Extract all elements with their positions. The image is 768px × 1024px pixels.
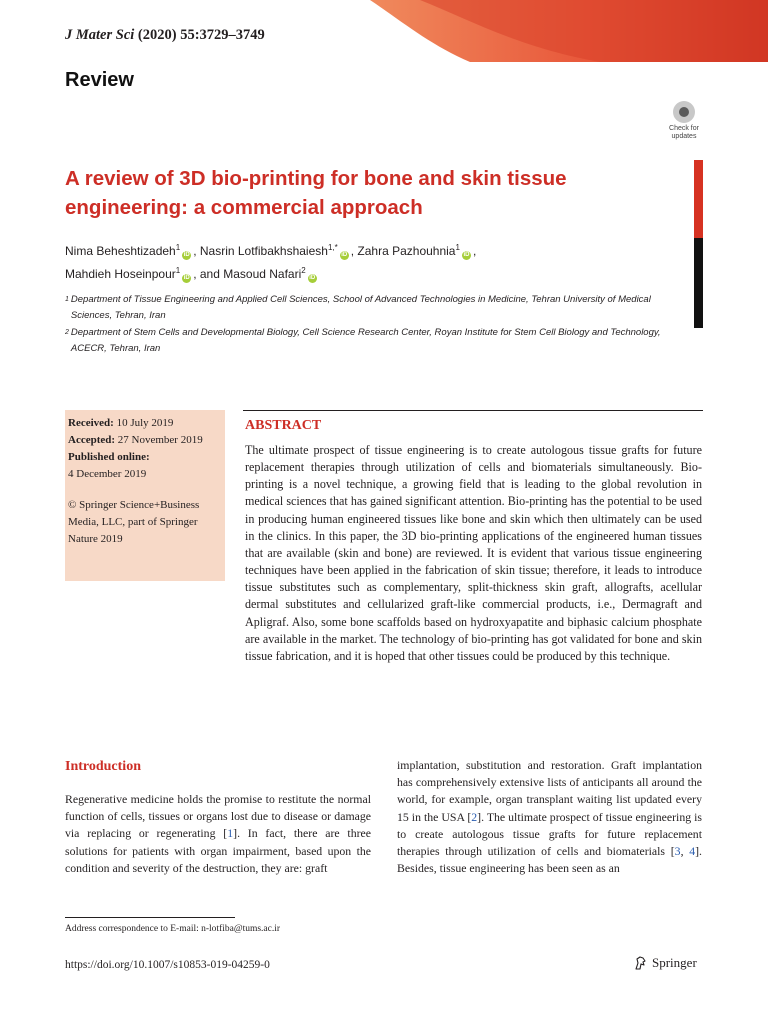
author-affil: 1 — [175, 266, 181, 275]
author-affil: 2 — [301, 266, 306, 275]
affiliation-number: 2 — [65, 329, 69, 336]
published-date: 4 December 2019 — [68, 468, 147, 480]
springer-horse-icon — [633, 955, 649, 971]
orcid-icon[interactable]: iD — [309, 275, 316, 281]
affiliation-number: 1 — [65, 296, 69, 303]
author-separator: , and — [193, 267, 224, 281]
copyright-notice: © Springer Science+Business Media, LLC, part of Springer Nature 2019 — [68, 499, 200, 545]
intro-text: . In fact, there are three solutions for patients with organ impairment, based upon the condition and severity of the destruction, they are: graft — [65, 826, 372, 875]
introduction-left-column: Regenerative medicine holds the promise to restitute the normal function of cells, tissues or organs lost due to disease or damage via replacing or regenerating [1]. In fact, there are three solutions for patients with organ impairment, based upon the condition and severity of the destruction, they are: graft — [65, 792, 372, 875]
author-separator: , — [193, 244, 200, 258]
affiliation-item — [65, 325, 677, 357]
affiliation-item — [65, 292, 677, 324]
author-name: Nasrin Lotfibakhshaiesh — [199, 244, 328, 258]
section-label: Review — [65, 69, 134, 91]
orcid-icon[interactable]: iD — [463, 252, 470, 258]
correspondence-footnote: Address correspondence to E-mail: n-lotfiba@tums.ac.ir — [65, 924, 281, 934]
doi-link[interactable]: https://doi.org/10.1007/s10853-019-04259-0 — [65, 959, 270, 971]
abstract-heading: ABSTRACT — [245, 418, 322, 433]
author-name: Nima Beheshtizadeh — [65, 244, 176, 258]
author-affil: 1 — [455, 243, 460, 252]
intro-text: implantation, substitution and restoration. Graft implantation has comprehensively extensive lists of anticipants all around the world, for example, organ transplant waiting list updated every 15 in the USA — [397, 758, 702, 824]
author-list — [65, 238, 665, 284]
abstract-text: The ultimate prospect of tissue engineering is to create autologous tissue grafts for future replacement therapies through utilization of cells and biomaterials simultaneously. Bio-printing is a novel technique, a growing field that is leading to the global revolution in medical sciences that has gained significant attention. Bio-printing has the potential to be used in producing human engineered tissues like bone and skin which then ultimately can be used in the clinics. In this paper, the 3D bio-printing applications of the engineered human tissues that are available (skin and bone) are reviewed. It is evident that various tissue engineering techniques have been applied in the fabrication of skin tissue; therefore, it leads to introduce tissue substitutes such as complementary, split-thickness skin graft, allografts, acellular dermal substitutes and cellularized graft-like commercial products, i.e., Dermagraft and Apligraf. Also, some bone scaffolds based on hydroxyapatite and biphasic calcium phosphate are available in the market. The technology of bio-printing has got validated for bone and skin tissue fabrication, and it is hoped that other tissues could be produced by this technique. — [245, 443, 702, 663]
author-separator: , — [472, 244, 477, 258]
author-name: Mahdieh Hoseinpour — [65, 267, 176, 281]
author-name: Masoud Nafari — [223, 267, 302, 281]
orcid-icon[interactable]: iD — [341, 252, 348, 258]
journal-citation — [65, 27, 265, 44]
author-separator: , — [350, 244, 358, 258]
crossmark-icon — [673, 101, 695, 123]
crossmark-label: Check for updates — [669, 125, 699, 140]
author-affil: 1,* — [327, 243, 338, 252]
article-title: A review of 3D bio-printing for bone and skin tissue engineering: a commercial approach — [65, 167, 567, 219]
orcid-icon[interactable]: iD — [183, 275, 190, 281]
article-history-box — [65, 410, 225, 581]
citation-link[interactable]: 3 — [674, 844, 681, 859]
side-accent-black — [694, 238, 703, 328]
citation-link[interactable]: 4 — [689, 844, 696, 859]
intro-text: . The ultimate prospect of tissue engineering is to create autologous tissue grafts for future replacement therapies through utilization of cells and biomaterials — [397, 809, 702, 859]
affiliation-text: Department of Stem Cells and Developmental Biology, Cell Science Research Center, Royan Institute for Stem Cell Biology and Technology, ACECR, Tehran, Iran — [70, 327, 661, 354]
abstract-divider — [243, 410, 703, 411]
footnote-divider — [65, 917, 235, 918]
citation-link[interactable]: 2 — [471, 809, 478, 824]
publisher-name: Springer — [652, 955, 697, 970]
citation-link[interactable]: 1 — [227, 826, 234, 841]
journal-name: J Mater Sci — [65, 27, 135, 43]
publisher-logo — [633, 955, 697, 971]
received-date: 10 July 2019 — [116, 417, 174, 429]
check-for-updates-badge[interactable] — [664, 101, 704, 140]
published-label: Published online: — [68, 451, 150, 463]
side-accent-red — [694, 160, 703, 238]
intro-text: Regenerative medicine holds the promise to restitute the normal function of cells, tissues or organs lost due to disease or damage via replacing or regenerating — [65, 792, 371, 841]
accepted-label: Accepted: — [68, 434, 116, 446]
affiliation-list — [65, 292, 677, 358]
journal-volume: (2020) 55:3729–3749 — [137, 27, 265, 43]
introduction-heading: Introduction — [65, 759, 141, 774]
author-name: Zahra Pazhouhnia — [357, 244, 456, 258]
received-label: Received: — [68, 417, 114, 429]
affiliation-text: Department of Tissue Engineering and Applied Cell Sciences, School of Advanced Technologies in Medicine, Tehran University of Medical Sciences, Tehran, Iran — [70, 294, 651, 321]
introduction-right-column: implantation, substitution and restoration. Graft implantation has comprehensively extensive lists of anticipants all around the world, for example, organ transplant waiting list updated every 15 in the USA [2]. The ultimate prospect of tissue engineering is to create autologous tissue grafts for future replacement therapies through utilization of cells and biomaterials [3, 4]. Besides, tissue engineering has been seen as an — [397, 758, 702, 876]
author-affil: 1 — [175, 243, 181, 252]
intro-text: . Besides, tissue engineering has been seen as an — [397, 844, 702, 876]
accepted-date: 27 November 2019 — [117, 434, 203, 446]
orcid-icon[interactable]: iD — [183, 252, 190, 258]
